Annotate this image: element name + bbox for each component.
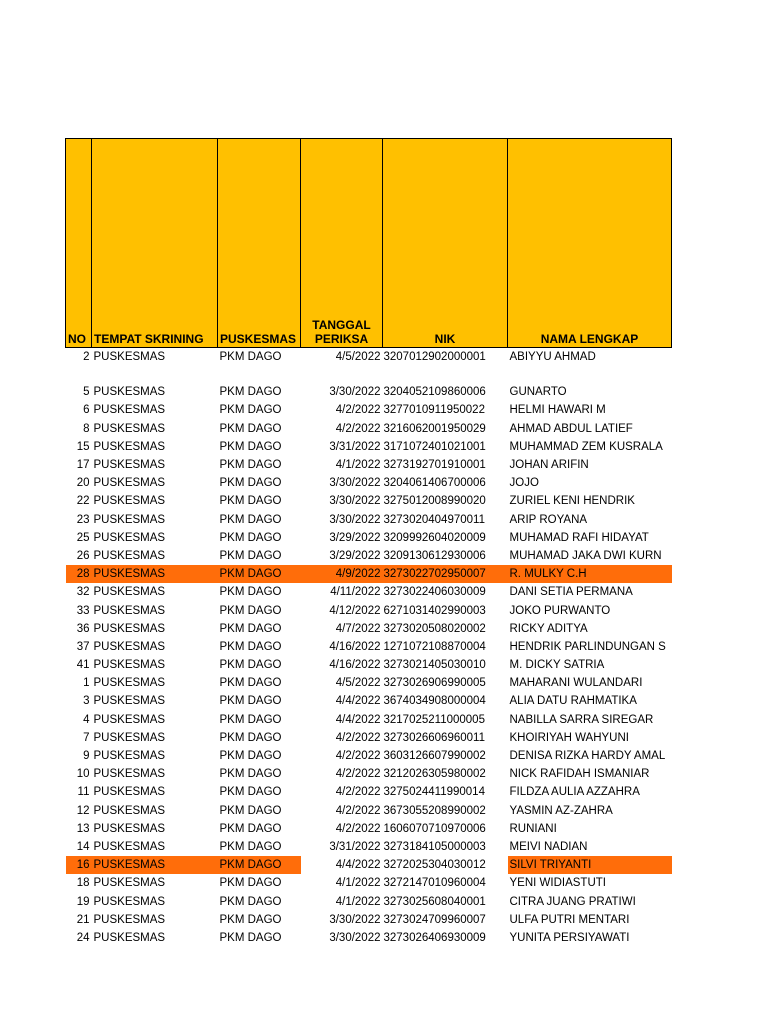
cell-nik[interactable]: 3275024411990014 xyxy=(383,786,485,799)
cell-tanggal-periksa[interactable]: 3/30/2022 xyxy=(329,477,381,490)
cell-no[interactable]: 4 xyxy=(83,713,90,726)
cell-no[interactable]: 14 xyxy=(76,840,90,853)
cell-nama-lengkap[interactable]: MUHAMAD JAKA DWI KURN xyxy=(509,549,662,562)
table-row[interactable] xyxy=(66,547,672,565)
cell-tanggal-periksa[interactable]: 4/2/2022 xyxy=(335,750,381,763)
cell-puskesmas[interactable]: PKM DAGO xyxy=(219,768,282,781)
cell-no[interactable]: 18 xyxy=(76,877,90,890)
cell-nama-lengkap[interactable]: ULFA PUTRI MENTARI xyxy=(509,913,630,926)
table-row[interactable] xyxy=(66,692,672,710)
table-header xyxy=(66,139,672,348)
cell-nik[interactable]: 6271031402990003 xyxy=(383,604,486,617)
cell-tempat-skrining[interactable]: PUSKESMAS xyxy=(93,513,166,526)
cell-no[interactable]: 13 xyxy=(76,822,90,835)
cell-nik[interactable]: 1271072108870004 xyxy=(383,640,486,653)
cell-tempat-skrining[interactable]: PUSKESMAS xyxy=(93,640,166,653)
cell-nama-lengkap[interactable]: MUHAMMAD ZEM KUSRALA xyxy=(509,440,663,453)
cell-tanggal-periksa[interactable]: 4/11/2022 xyxy=(330,586,381,599)
cell-tempat-skrining[interactable]: PUSKESMAS xyxy=(93,386,166,399)
cell-tempat-skrining[interactable]: PUSKESMAS xyxy=(93,877,166,890)
cell-tanggal-periksa[interactable]: 4/1/2022 xyxy=(335,459,381,472)
table-row[interactable] xyxy=(66,729,672,747)
cell-tanggal-periksa[interactable]: 4/9/2022 xyxy=(301,565,383,583)
cell-nik[interactable]: 3212026305980002 xyxy=(383,768,486,781)
table-row[interactable] xyxy=(66,747,672,765)
cell-puskesmas[interactable]: PKM DAGO xyxy=(219,531,282,544)
cell-tempat-skrining[interactable]: PUSKESMAS xyxy=(93,695,166,708)
cell-tanggal-periksa[interactable]: 3/30/2022 xyxy=(329,913,381,926)
cell-tanggal-periksa[interactable]: 4/7/2022 xyxy=(335,622,381,635)
cell-tanggal-periksa[interactable]: 3/29/2022 xyxy=(329,531,381,544)
cell-nama-lengkap[interactable]: JOHAN ARIFIN xyxy=(509,459,589,472)
cell-no[interactable]: 2 xyxy=(83,351,90,364)
cell-puskesmas[interactable]: PKM DAGO xyxy=(219,459,282,472)
cell-tanggal-periksa[interactable]: 4/4/2022 xyxy=(335,695,381,708)
header-row xyxy=(66,139,672,348)
cell-no[interactable] xyxy=(66,366,92,383)
header-puskesmas: PUSKESMAS xyxy=(218,139,301,348)
cell-nik[interactable]: 3272147010960004 xyxy=(383,877,486,890)
table-row[interactable] xyxy=(66,820,672,838)
cell-puskesmas[interactable]: PKM DAGO xyxy=(219,495,282,508)
cell-nama-lengkap[interactable]: FILDZA AULIA AZZAHRA xyxy=(509,786,640,799)
table-row[interactable] xyxy=(66,929,672,947)
cell-tempat-skrining[interactable]: PUSKESMAS xyxy=(93,659,166,672)
cell-tempat-skrining[interactable]: PUSKESMAS xyxy=(93,677,166,690)
cell-tempat-skrining[interactable]: PUSKESMAS xyxy=(93,586,166,599)
cell-nama-lengkap[interactable]: AHMAD ABDUL LATIEF xyxy=(509,422,633,435)
cell-nik[interactable]: 3273020404970011 xyxy=(383,513,485,526)
cell-nama-lengkap[interactable]: GUNARTO xyxy=(509,386,567,399)
cell-puskesmas[interactable]: PKM DAGO xyxy=(219,640,282,653)
cell-nik[interactable]: 3273022406030009 xyxy=(383,586,486,599)
cell-no[interactable]: 5 xyxy=(83,386,90,399)
cell-nama-lengkap[interactable]: M. DICKY SATRIA xyxy=(509,659,605,672)
cell-no[interactable]: 8 xyxy=(83,422,90,435)
cell-puskesmas[interactable]: PKM DAGO xyxy=(219,549,282,562)
cell-puskesmas[interactable]: PKM DAGO xyxy=(219,895,282,908)
cell-no[interactable]: 21 xyxy=(76,913,90,926)
cell-no[interactable]: 20 xyxy=(76,477,90,490)
cell-nama-lengkap[interactable]: ZURIEL KENI HENDRIK xyxy=(509,495,635,508)
cell-tempat-skrining[interactable]: PUSKESMAS xyxy=(92,856,218,874)
table-row[interactable] xyxy=(66,565,672,583)
cell-puskesmas[interactable]: PKM DAGO xyxy=(219,713,282,726)
cell-nama-lengkap[interactable]: DANI SETIA PERMANA xyxy=(509,586,633,599)
cell-tanggal-periksa[interactable]: 4/2/2022 xyxy=(335,404,381,417)
cell-puskesmas[interactable]: PKM DAGO xyxy=(219,622,282,635)
table-row[interactable] xyxy=(66,420,672,438)
cell-no[interactable]: 1 xyxy=(83,677,90,690)
cell-nik[interactable]: 3273021405030010 xyxy=(383,659,486,672)
cell-tempat-skrining[interactable]: PUSKESMAS xyxy=(93,750,166,763)
cell-tempat-skrining[interactable]: PUSKESMAS xyxy=(93,404,166,417)
cell-nik[interactable]: 3273025608040001 xyxy=(383,895,486,908)
cell-tempat-skrining[interactable]: PUSKESMAS xyxy=(93,495,166,508)
cell-tempat-skrining[interactable]: PUSKESMAS xyxy=(93,768,166,781)
cell-tempat-skrining[interactable]: PUSKESMAS xyxy=(92,565,218,583)
cell-tempat-skrining[interactable]: PUSKESMAS xyxy=(93,786,166,799)
cell-puskesmas[interactable]: PKM DAGO xyxy=(219,386,282,399)
header-tanggal-periksa xyxy=(301,139,383,348)
cell-nama-lengkap[interactable]: YUNITA PERSIYAWATI xyxy=(509,931,630,944)
table-row[interactable] xyxy=(66,874,672,892)
cell-no[interactable]: 11 xyxy=(77,786,90,799)
cell-puskesmas[interactable]: PKM DAGO xyxy=(219,840,282,853)
cell-puskesmas[interactable]: PKM DAGO xyxy=(219,822,282,835)
cell-puskesmas[interactable]: PKM DAGO xyxy=(219,404,282,417)
cell-tanggal-periksa[interactable]: 4/12/2022 xyxy=(329,604,381,617)
cell-tanggal-periksa[interactable]: 3/29/2022 xyxy=(329,549,381,562)
cell-tempat-skrining[interactable]: PUSKESMAS xyxy=(93,931,166,944)
cell-nama-lengkap[interactable]: CITRA JUANG PRATIWI xyxy=(509,895,636,908)
cell-tempat-skrining[interactable]: PUSKESMAS xyxy=(93,822,166,835)
cell-puskesmas[interactable]: PKM DAGO xyxy=(219,604,282,617)
cell-puskesmas[interactable]: PKM DAGO xyxy=(219,913,282,926)
table-row[interactable] xyxy=(66,601,672,619)
cell-tanggal-periksa[interactable]: 4/2/2022 xyxy=(335,786,381,799)
cell-tanggal-periksa[interactable]: 4/5/2022 xyxy=(335,351,381,364)
cell-puskesmas[interactable]: PKM DAGO xyxy=(219,804,282,817)
cell-no[interactable]: 19 xyxy=(76,895,90,908)
cell-nik[interactable]: 1606070710970006 xyxy=(383,822,486,835)
cell-puskesmas[interactable]: PKM DAGO xyxy=(219,786,282,799)
cell-nik[interactable]: 3272025304030012 xyxy=(383,859,486,872)
table-row[interactable] xyxy=(66,438,672,456)
table-body xyxy=(66,348,672,948)
cell-puskesmas[interactable]: PKM DAGO xyxy=(219,477,282,490)
header-tanggal-line1: TANGGAL xyxy=(312,318,371,332)
cell-tanggal-periksa[interactable]: 4/1/2022 xyxy=(335,877,381,890)
cell-no[interactable]: 22 xyxy=(76,495,90,508)
table-row[interactable] xyxy=(66,383,672,401)
cell-puskesmas[interactable]: PKM DAGO xyxy=(219,677,282,690)
cell-tanggal-periksa[interactable]: 4/2/2022 xyxy=(335,731,381,744)
cell-tanggal-periksa[interactable]: 3/30/2022 xyxy=(329,513,381,526)
cell-nik[interactable]: 3204052109860006 xyxy=(383,386,486,399)
cell-no[interactable]: 3 xyxy=(83,695,90,708)
cell-tempat-skrining[interactable]: PUSKESMAS xyxy=(93,622,166,635)
cell-nama-lengkap[interactable]: YASMIN AZ-ZAHRA xyxy=(509,804,613,817)
cell-no[interactable]: 37 xyxy=(76,640,90,653)
cell-nik[interactable]: 3171072401021001 xyxy=(383,440,486,453)
cell-nik[interactable]: 3273024709960007 xyxy=(383,913,486,926)
cell-tempat-skrining[interactable]: PUSKESMAS xyxy=(93,804,166,817)
header-tanggal-line2: PERIKSA xyxy=(314,332,369,346)
cell-tanggal-periksa[interactable]: 4/5/2022 xyxy=(335,677,381,690)
cell-nama-lengkap[interactable]: NICK RAFIDAH ISMANIAR xyxy=(509,768,650,781)
cell-puskesmas[interactable]: PKM DAGO xyxy=(219,513,282,526)
cell-puskesmas[interactable]: PKM DAGO xyxy=(219,422,282,435)
cell-no[interactable]: 36 xyxy=(76,622,90,635)
table-row[interactable] xyxy=(66,783,672,801)
cell-puskesmas[interactable]: PKM DAGO xyxy=(219,440,282,453)
header-nama-lengkap: NAMA LENGKAP xyxy=(508,139,672,348)
cell-tempat-skrining[interactable]: PUSKESMAS xyxy=(93,840,166,853)
cell-nik[interactable]: 3217025211000005 xyxy=(383,713,485,726)
cell-tanggal-periksa[interactable]: 3/31/2022 xyxy=(329,440,381,453)
cell-nik[interactable]: 3209130612930006 xyxy=(383,549,486,562)
table-row[interactable] xyxy=(66,638,672,656)
cell-nik[interactable]: 3277010911950022 xyxy=(383,404,485,417)
cell-nik[interactable]: 3603126607990002 xyxy=(383,750,486,763)
cell-nik[interactable]: 3273020508020002 xyxy=(383,622,486,635)
cell-no[interactable]: 24 xyxy=(76,931,90,944)
cell-puskesmas[interactable]: PKM DAGO xyxy=(219,695,282,708)
cell-nama-lengkap[interactable]: NABILLA SARRA SIREGAR xyxy=(509,713,654,726)
cell-nik[interactable]: 3273026606960011 xyxy=(383,731,485,744)
cell-nik[interactable]: 3207012902000001 xyxy=(383,351,486,364)
table-row[interactable] xyxy=(66,656,672,674)
cell-nama-lengkap[interactable] xyxy=(508,366,672,383)
cell-tempat-skrining[interactable]: PUSKESMAS xyxy=(93,713,166,726)
cell-tanggal-periksa[interactable]: 3/30/2022 xyxy=(329,386,381,399)
header-tempat-skrining: TEMPAT SKRINING xyxy=(92,139,218,348)
table-row[interactable] xyxy=(66,348,672,367)
cell-tempat-skrining[interactable]: PUSKESMAS xyxy=(93,422,166,435)
cell-puskesmas[interactable]: PKM DAGO xyxy=(219,659,282,672)
header-nik: NIK xyxy=(383,139,508,348)
cell-tempat-skrining[interactable]: PUSKESMAS xyxy=(93,604,166,617)
cell-tempat-skrining[interactable]: PUSKESMAS xyxy=(93,459,166,472)
cell-nik[interactable]: 3673055208990002 xyxy=(383,804,486,817)
cell-tempat-skrining[interactable] xyxy=(92,366,218,383)
cell-no[interactable]: 25 xyxy=(76,531,90,544)
cell-no[interactable]: 28 xyxy=(66,565,92,583)
cell-nik[interactable]: 3273022702950007 xyxy=(383,565,508,583)
cell-puskesmas[interactable]: PKM DAGO xyxy=(218,856,301,874)
cell-nik[interactable]: 3273026406930009 xyxy=(383,931,486,944)
cell-puskesmas[interactable]: PKM DAGO xyxy=(219,351,282,364)
cell-no[interactable]: 7 xyxy=(83,731,90,744)
table-row[interactable] xyxy=(66,583,672,601)
cell-no[interactable]: 10 xyxy=(76,768,90,781)
cell-tempat-skrining[interactable]: PUSKESMAS xyxy=(93,731,166,744)
table-row[interactable] xyxy=(66,474,672,492)
cell-nama-lengkap[interactable]: ABIYYU AHMAD xyxy=(509,351,596,364)
table-row[interactable] xyxy=(66,892,672,910)
cell-no[interactable]: 9 xyxy=(83,750,90,763)
cell-nama-lengkap[interactable]: RUNIANI xyxy=(509,822,557,835)
cell-tempat-skrining[interactable]: PUSKESMAS xyxy=(93,477,166,490)
cell-nik[interactable]: 3674034908000004 xyxy=(383,695,486,708)
cell-nik[interactable]: 3273192701910001 xyxy=(383,459,486,472)
cell-nik[interactable]: 3209992604020009 xyxy=(383,531,486,544)
cell-nama-lengkap[interactable]: HELMI HAWARI M xyxy=(509,404,606,417)
cell-nama-lengkap[interactable]: MAHARANI WULANDARI xyxy=(509,677,643,690)
table-row[interactable] xyxy=(66,492,672,510)
header-no: NO xyxy=(66,139,92,348)
cell-nik[interactable]: 3204061406700006 xyxy=(383,477,486,490)
cell-nama-lengkap[interactable]: SILVI TRIYANTI xyxy=(508,856,672,874)
cell-tanggal-periksa[interactable]: 3/30/2022 xyxy=(329,931,381,944)
table-row[interactable] xyxy=(66,711,672,729)
cell-no[interactable]: 12 xyxy=(76,804,90,817)
cell-nama-lengkap[interactable]: JOKO PURWANTO xyxy=(509,604,611,617)
table-row[interactable] xyxy=(66,838,672,856)
table-row[interactable] xyxy=(66,511,672,529)
cell-nama-lengkap[interactable]: YENI WIDIASTUTI xyxy=(509,877,606,890)
table-row[interactable] xyxy=(66,802,672,820)
cell-tempat-skrining[interactable]: PUSKESMAS xyxy=(93,531,166,544)
cell-nama-lengkap[interactable]: MEIVI NADIAN xyxy=(509,840,588,853)
cell-tempat-skrining[interactable]: PUSKESMAS xyxy=(93,351,166,364)
cell-tempat-skrining[interactable]: PUSKESMAS xyxy=(93,549,166,562)
cell-nik[interactable] xyxy=(383,366,508,383)
cell-puskesmas[interactable] xyxy=(218,366,301,383)
cell-nik[interactable]: 3273184105000003 xyxy=(383,840,486,853)
cell-nama-lengkap[interactable]: KHOIRIYAH WAHYUNI xyxy=(509,731,629,744)
cell-no[interactable]: 23 xyxy=(76,513,90,526)
cell-tanggal-periksa[interactable] xyxy=(301,366,383,383)
cell-nama-lengkap[interactable]: HENDRIK PARLINDUNGAN S xyxy=(509,640,666,653)
table-row[interactable] xyxy=(66,366,672,383)
cell-nama-lengkap[interactable]: ALIA DATU RAHMATIKA xyxy=(509,695,637,708)
cell-nik[interactable]: 3273026906990005 xyxy=(383,677,486,690)
cell-puskesmas[interactable]: PKM DAGO xyxy=(218,565,301,583)
table-row[interactable] xyxy=(66,456,672,474)
table-row[interactable] xyxy=(66,911,672,929)
cell-tempat-skrining[interactable]: PUSKESMAS xyxy=(93,440,166,453)
cell-puskesmas[interactable]: PKM DAGO xyxy=(219,586,282,599)
cell-tanggal-periksa[interactable]: 4/2/2022 xyxy=(335,422,381,435)
cell-nik[interactable]: 3216062001950029 xyxy=(383,422,486,435)
cell-nama-lengkap[interactable]: DENISA RIZKA HARDY AMAL xyxy=(509,750,666,763)
cell-no[interactable]: 32 xyxy=(76,586,90,599)
cell-nama-lengkap[interactable]: R. MULKY C.H xyxy=(508,565,672,583)
cell-tempat-skrining[interactable]: PUSKESMAS xyxy=(93,913,166,926)
cell-tanggal-periksa[interactable]: 4/4/2022 xyxy=(335,713,381,726)
cell-no[interactable]: 26 xyxy=(76,549,90,562)
cell-no[interactable]: 16 xyxy=(66,856,92,874)
cell-no[interactable]: 15 xyxy=(76,440,90,453)
cell-no[interactable]: 6 xyxy=(83,404,90,417)
data-table xyxy=(65,138,672,947)
cell-puskesmas[interactable]: PKM DAGO xyxy=(219,750,282,763)
table-row[interactable] xyxy=(66,674,672,692)
cell-puskesmas[interactable]: PKM DAGO xyxy=(219,877,282,890)
cell-tanggal-periksa[interactable]: 4/1/2022 xyxy=(335,895,381,908)
cell-tanggal-periksa[interactable]: 4/2/2022 xyxy=(335,768,381,781)
cell-no[interactable]: 33 xyxy=(76,604,90,617)
cell-tanggal-periksa[interactable]: 4/16/2022 xyxy=(329,640,381,653)
cell-tanggal-periksa[interactable]: 4/4/2022 xyxy=(335,859,381,872)
table-row[interactable] xyxy=(66,529,672,547)
cell-tanggal-periksa[interactable]: 4/16/2022 xyxy=(329,659,381,672)
table-row[interactable] xyxy=(66,765,672,783)
cell-tanggal-periksa[interactable]: 4/2/2022 xyxy=(335,804,381,817)
cell-no[interactable]: 17 xyxy=(76,459,90,472)
cell-nama-lengkap[interactable]: JOJO xyxy=(509,477,539,490)
cell-nik[interactable]: 3275012008990020 xyxy=(383,495,486,508)
cell-nama-lengkap[interactable]: ARIP ROYANA xyxy=(509,513,588,526)
cell-tanggal-periksa[interactable]: 4/2/2022 xyxy=(335,822,381,835)
cell-no[interactable]: 41 xyxy=(76,659,90,672)
cell-nama-lengkap[interactable]: RICKY ADITYA xyxy=(509,622,588,635)
cell-tanggal-periksa[interactable]: 3/30/2022 xyxy=(329,495,381,508)
table-row[interactable] xyxy=(66,401,672,419)
table-row[interactable] xyxy=(66,856,672,874)
cell-puskesmas[interactable]: PKM DAGO xyxy=(219,731,282,744)
cell-nama-lengkap[interactable]: MUHAMAD RAFI HIDAYAT xyxy=(509,531,649,544)
cell-tanggal-periksa[interactable]: 3/31/2022 xyxy=(329,840,381,853)
table-row[interactable] xyxy=(66,620,672,638)
cell-puskesmas[interactable]: PKM DAGO xyxy=(219,931,282,944)
cell-tempat-skrining[interactable]: PUSKESMAS xyxy=(93,895,166,908)
